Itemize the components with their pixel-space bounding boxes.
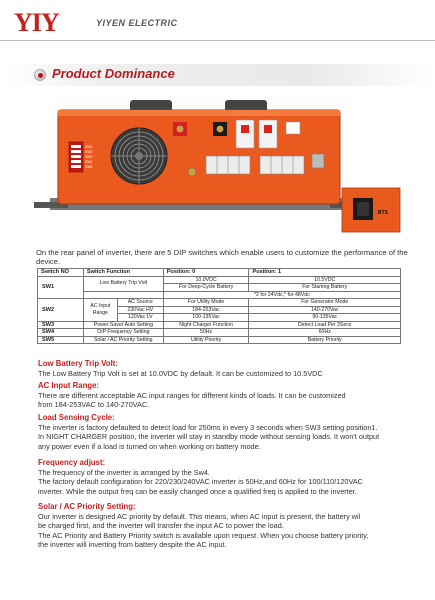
low-battery-line: The Low Battery Trip Volt is set at 10.0VDC by default. It can be customized to 10.5VDC (38, 369, 323, 378)
sw3-label: SW3 (38, 321, 84, 329)
header-position-0: Position: 0 (163, 269, 249, 277)
sw4-p1: 60Hz (249, 329, 401, 337)
priority-line: the inverter will inverting from battery despite the AC input. (38, 539, 227, 549)
sw2-r2-a: 120Vac LV (117, 314, 163, 322)
sw4-label: SW4 (38, 329, 84, 337)
priority-heading: Solar / AC Priority Setting: (38, 502, 136, 511)
ac-input-line: from 184-253VAC to 140-270VAC. (38, 400, 150, 410)
sw2-r0-c: For Generator Mode (249, 299, 401, 307)
dip-switch-table (37, 268, 401, 344)
sw1-p1-a: 10.5VDC (249, 276, 401, 284)
sw2-r1-a: 230Vac HV (117, 306, 163, 314)
sw1-p0-b: For Deep-Cycle Battery (163, 284, 249, 292)
sw2-r1-b: 184-253Vac (163, 306, 249, 314)
ac-input-heading: AC Input Range: (38, 381, 100, 390)
sw1-note: *2 for 24Vdc,* for 48Vdc (163, 291, 400, 299)
company-logo: YIY (14, 8, 59, 37)
table-row (38, 329, 401, 337)
sw2-r0-b: For Utility Mode (163, 299, 249, 307)
frequency-line: The factory default configuration for 220/230/240VAC inverter is 50Hz,and 60Hz for 100/110/120VAC (38, 477, 363, 487)
sw3-function: Power Saver Auto Setting (83, 321, 163, 329)
intro-text: On the rear panel of inverter, there are 5 DIP switches which enable users to customize the performance of the device. (36, 248, 408, 266)
bullet-dot (38, 73, 43, 78)
low-battery-heading: Low Battery Trip Volt: (38, 359, 118, 368)
sw5-p0: Utility Priority (163, 336, 249, 344)
table-row (38, 299, 401, 307)
table-row (38, 321, 401, 329)
load-sensing-line: The inverter is factory defaulted to detect load for 250ms in every 3 seconds when SW3 setting position1. (38, 423, 378, 432)
sw3-p1: Detect Load Per 3Secs (249, 321, 401, 329)
sw1-function: Low Battery Trip Volt (83, 276, 163, 291)
brand-name: YIYEN ELECTRIC (96, 18, 178, 28)
header-position-1: Position: 1 (249, 269, 401, 277)
page-header (0, 0, 435, 40)
header-switch-function: Switch Function (83, 269, 163, 277)
sw4-function: O/P Frequency Setting (83, 329, 163, 337)
load-sensing-line: any power even if a load is turned on when working on battery mode. (38, 441, 261, 451)
sw1-empty-cell (83, 291, 163, 299)
sw4-p0: 50Hz (163, 329, 249, 337)
priority-section (38, 502, 418, 549)
inverter-rear-panel-image (30, 98, 415, 248)
table-row (38, 291, 401, 299)
frequency-line: inverter. While the output freq can be easily changed once a qualified freq is applied to the inverter. (38, 486, 357, 496)
dip-label-sw3: SW3 (85, 155, 93, 159)
dip-label-sw5: SW5 (85, 165, 93, 169)
sw3-p0: Night Charger Function (163, 321, 249, 329)
table-header-row (38, 269, 401, 277)
load-sensing-line: In NIGHT CHARGER position, the inverter will stay in standby mode without sensing loads. It won't output (38, 432, 380, 442)
bts-label: BTS (378, 210, 388, 216)
header-switch-no: Switch NO (38, 269, 84, 277)
ac-input-line: There are different acceptable AC input ranges for different kinds of loads. It can be customized (38, 391, 346, 400)
dip-label-sw1: SW1 (85, 145, 93, 149)
table-row (38, 276, 401, 284)
sw1-p1-b: For Starting Battery (249, 284, 401, 292)
sw2-r0-a: AC Source (117, 299, 163, 307)
header-divider (0, 40, 435, 41)
frequency-line: The frequency of the inverter is arranged by the Sw4. (38, 468, 210, 477)
priority-line: Our inverter is designed AC priority by default. This means, when AC input is present, the battery wil (38, 512, 361, 521)
load-sensing-section (38, 413, 418, 451)
priority-line: be charged first, and the inverter will transfer the input AC to power the load. (38, 521, 284, 531)
sw2-r2-c: 90-135Vac (249, 314, 401, 322)
section-title: Product Dominance (52, 66, 175, 81)
sw1-label: SW1 (38, 276, 84, 299)
sw5-p1: Battery Priority (249, 336, 401, 344)
load-sensing-heading: Load Sensing Cycle: (38, 413, 115, 422)
dip-label-sw2: SW2 (85, 150, 93, 154)
frequency-section (38, 458, 418, 496)
dip-label-sw4: SW4 (85, 160, 93, 164)
sw5-function: Solar / AC Priority Setting (83, 336, 163, 344)
sw2-r1-c: 140-270Vac (249, 306, 401, 314)
ac-input-section (38, 381, 418, 410)
sw5-label: SW5 (38, 336, 84, 344)
sw1-p0-a: 10.0VDC (163, 276, 249, 284)
frequency-heading: Frequency adjust: (38, 458, 106, 467)
sw2-label: SW2 (38, 299, 84, 322)
priority-line: The AC Priority and Battery Priority switch is available upon request. When you choose battery priority, (38, 530, 369, 540)
sw2-function: AC Input Range (83, 299, 117, 322)
sw2-r2-b: 100-135Vac (163, 314, 249, 322)
table-row (38, 336, 401, 344)
low-battery-section (38, 359, 418, 378)
